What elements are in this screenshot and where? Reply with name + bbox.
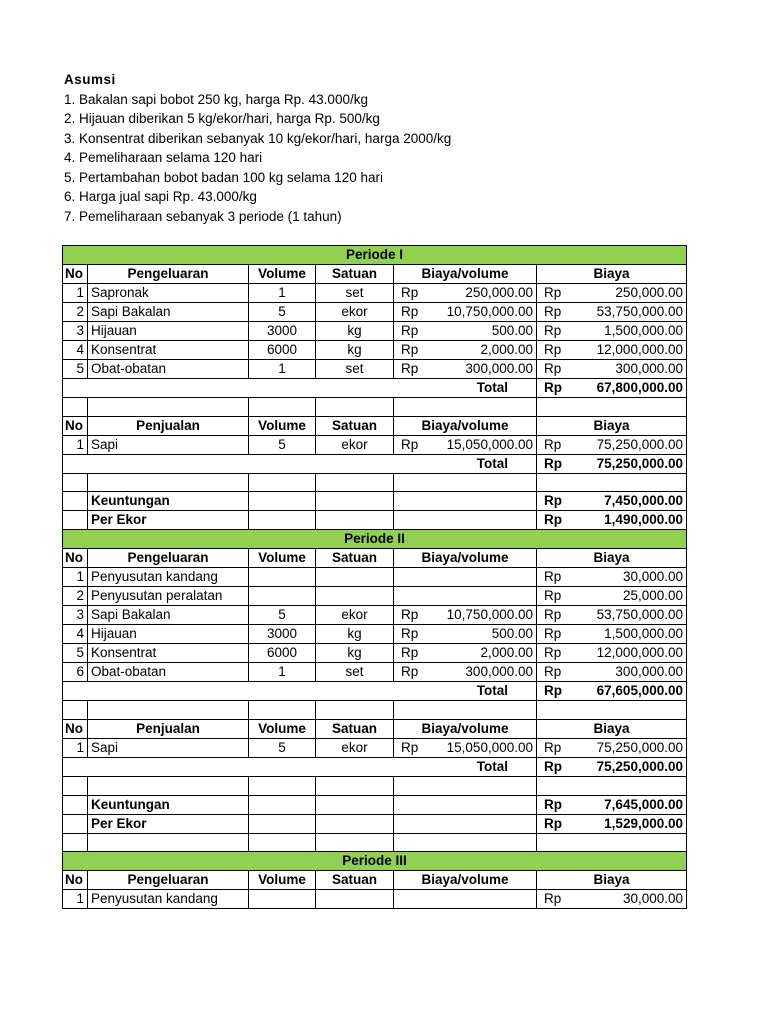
empty-row <box>63 398 687 417</box>
table-row <box>63 284 687 303</box>
cell-item: Sapi <box>88 739 249 758</box>
assumption-item: 3. Konsentrat diberikan sebanyak 10 kg/ekor/hari, harga 2000/kg <box>64 130 452 146</box>
cell-no: 4 <box>63 341 88 360</box>
cell-cost: 30,000.00 <box>577 890 687 909</box>
profit-label: Keuntungan <box>88 492 249 511</box>
cell-cost-currency: Rp <box>537 606 577 625</box>
table-row <box>63 625 687 644</box>
cell-item: Sapi <box>88 435 249 454</box>
empty-row <box>63 701 687 720</box>
cell-cost-currency: Rp <box>537 625 577 644</box>
period-title: Periode I <box>63 246 687 265</box>
sales-total-row <box>63 454 687 473</box>
empty-cell <box>394 701 537 720</box>
cell-item: Sapronak <box>88 284 249 303</box>
cell-cost-currency: Rp <box>537 303 577 322</box>
cell-unit-cost: 250,000.00 <box>434 284 537 303</box>
empty-cell <box>537 473 687 492</box>
cell-cost-currency: Rp <box>537 322 577 341</box>
empty-cell <box>394 777 537 796</box>
empty-cell <box>316 833 394 852</box>
sales-total-row <box>63 758 687 777</box>
cell-item: Penyusutan kandang <box>88 890 249 909</box>
empty-cell <box>316 814 394 833</box>
cell-no: 1 <box>63 284 88 303</box>
cell-unit <box>316 568 394 587</box>
empty-cell <box>88 833 249 852</box>
cell-unit-cost: 15,050,000.00 <box>434 435 537 454</box>
cell-no: 1 <box>63 739 88 758</box>
cell-cost-currency: Rp <box>537 587 577 606</box>
cell-cost-currency: Rp <box>537 644 577 663</box>
cell-unit-cost-empty <box>394 568 537 587</box>
expense-total-row <box>63 682 687 701</box>
cell-cost: 25,000.00 <box>577 587 687 606</box>
empty-cell <box>88 701 249 720</box>
cell-volume: 1 <box>249 360 316 379</box>
cell-unit-cost: 10,750,000.00 <box>434 303 537 322</box>
cell-unit-cost: 300,000.00 <box>434 663 537 682</box>
cell-volume: 5 <box>249 435 316 454</box>
table-row <box>63 644 687 663</box>
expense-header-row <box>63 871 687 890</box>
cell-unit: ekor <box>316 303 394 322</box>
empty-cell <box>63 795 88 814</box>
expense-total-amount: 67,605,000.00 <box>577 682 687 701</box>
cell-no: 2 <box>63 303 88 322</box>
cell-item: Hijauan <box>88 625 249 644</box>
cell-item: Penyusutan peralatan <box>88 587 249 606</box>
expense-header-row <box>63 265 687 284</box>
assumption-item: 4. Pemeliharaan selama 120 hari <box>64 150 263 165</box>
col-header-no: No <box>63 265 88 284</box>
sales-header-row <box>63 416 687 435</box>
cell-no: 4 <box>63 625 88 644</box>
cell-unit-currency: Rp <box>394 606 434 625</box>
per-head-currency: Rp <box>537 814 577 833</box>
per-head-row <box>63 814 687 833</box>
col-header-biaya-volume: Biaya/volume <box>394 720 537 739</box>
sales-total-amount: 75,250,000.00 <box>577 758 687 777</box>
col-header-pengeluaran: Pengeluaran <box>88 549 249 568</box>
empty-cell <box>316 473 394 492</box>
cell-no: 1 <box>63 568 88 587</box>
cell-cost: 300,000.00 <box>577 663 687 682</box>
cell-volume: 1 <box>249 663 316 682</box>
empty-cell <box>249 492 316 511</box>
per-head-label: Per Ekor <box>88 511 249 530</box>
col-header-volume: Volume <box>249 549 316 568</box>
per-head-amount: 1,529,000.00 <box>577 814 687 833</box>
empty-cell <box>249 398 316 417</box>
expense-header-row <box>63 549 687 568</box>
assumptions-block <box>64 70 451 226</box>
empty-cell <box>394 795 537 814</box>
table-row <box>63 739 687 758</box>
cell-no: 3 <box>63 606 88 625</box>
empty-cell <box>63 511 88 530</box>
cell-volume: 1 <box>249 284 316 303</box>
cell-volume: 3000 <box>249 625 316 644</box>
col-header-penjualan: Penjualan <box>88 720 249 739</box>
total-label: Total <box>63 379 537 398</box>
cell-volume <box>249 568 316 587</box>
cell-unit-currency: Rp <box>394 663 434 682</box>
col-header-biaya: Biaya <box>537 549 687 568</box>
empty-cell <box>537 777 687 796</box>
cell-cost: 12,000,000.00 <box>577 644 687 663</box>
col-header-biaya-volume: Biaya/volume <box>394 549 537 568</box>
empty-cell <box>394 492 537 511</box>
col-header-satuan: Satuan <box>316 549 394 568</box>
cell-no: 1 <box>63 435 88 454</box>
cell-unit-currency: Rp <box>394 739 434 758</box>
empty-cell <box>249 701 316 720</box>
table-row <box>63 587 687 606</box>
per-head-row <box>63 511 687 530</box>
table-row <box>63 435 687 454</box>
assumptions-title: Asumsi <box>64 72 116 87</box>
assumption-item: 2. Hijauan diberikan 5 kg/ekor/hari, harga Rp. 500/kg <box>64 111 380 126</box>
cell-cost: 1,500,000.00 <box>577 322 687 341</box>
cell-volume: 5 <box>249 303 316 322</box>
empty-cell <box>316 777 394 796</box>
empty-cell <box>394 511 537 530</box>
empty-cell <box>394 398 537 417</box>
cell-unit-currency: Rp <box>394 341 434 360</box>
empty-cell <box>394 833 537 852</box>
col-header-satuan: Satuan <box>316 871 394 890</box>
total-label: Total <box>63 758 537 777</box>
cell-unit: set <box>316 360 394 379</box>
table-row <box>63 606 687 625</box>
empty-cell <box>63 814 88 833</box>
cell-no: 5 <box>63 360 88 379</box>
cell-unit-cost-empty <box>394 890 537 909</box>
col-header-no: No <box>63 549 88 568</box>
empty-cell <box>249 473 316 492</box>
period-title: Periode III <box>63 852 687 871</box>
empty-cell <box>537 833 687 852</box>
col-header-biaya-volume: Biaya/volume <box>394 416 537 435</box>
col-header-biaya: Biaya <box>537 416 687 435</box>
cell-unit-currency: Rp <box>394 644 434 663</box>
col-header-volume: Volume <box>249 265 316 284</box>
per-head-currency: Rp <box>537 511 577 530</box>
cell-unit: ekor <box>316 435 394 454</box>
table-row <box>63 890 687 909</box>
period-header-row <box>63 246 687 265</box>
assumption-item: 6. Harga jual sapi Rp. 43.000/kg <box>64 189 257 204</box>
expense-total-amount: 67,800,000.00 <box>577 379 687 398</box>
col-header-no: No <box>63 720 88 739</box>
empty-cell <box>88 473 249 492</box>
cell-unit: ekor <box>316 606 394 625</box>
cell-cost-currency: Rp <box>537 284 577 303</box>
col-header-biaya: Biaya <box>537 265 687 284</box>
cell-unit: ekor <box>316 739 394 758</box>
cell-item: Penyusutan kandang <box>88 568 249 587</box>
cell-unit-currency: Rp <box>394 435 434 454</box>
table-row <box>63 322 687 341</box>
assumption-item: 7. Pemeliharaan sebanyak 3 periode (1 tahun) <box>64 208 342 224</box>
col-header-no: No <box>63 416 88 435</box>
col-header-satuan: Satuan <box>316 265 394 284</box>
cell-unit-currency: Rp <box>394 284 434 303</box>
cell-cost: 250,000.00 <box>577 284 687 303</box>
cell-unit-currency: Rp <box>394 322 434 341</box>
assumption-item: 1. Bakalan sapi bobot 250 kg, harga Rp. 43.000/kg <box>64 91 368 107</box>
profit-amount: 7,645,000.00 <box>577 795 687 814</box>
empty-cell <box>63 701 88 720</box>
empty-cell <box>316 492 394 511</box>
cell-cost: 53,750,000.00 <box>577 606 687 625</box>
cell-item: Konsentrat <box>88 341 249 360</box>
empty-cell <box>537 398 687 417</box>
cell-item: Hijauan <box>88 322 249 341</box>
cell-unit: kg <box>316 322 394 341</box>
empty-cell <box>316 701 394 720</box>
empty-cell <box>63 473 88 492</box>
cell-unit: kg <box>316 644 394 663</box>
cell-no: 3 <box>63 322 88 341</box>
profit-row <box>63 492 687 511</box>
per-head-amount: 1,490,000.00 <box>577 511 687 530</box>
empty-cell <box>394 473 537 492</box>
cell-cost: 300,000.00 <box>577 360 687 379</box>
cell-cost-currency: Rp <box>537 568 577 587</box>
col-header-biaya: Biaya <box>537 720 687 739</box>
profit-currency: Rp <box>537 492 577 511</box>
cell-cost: 1,500,000.00 <box>577 625 687 644</box>
empty-cell <box>249 777 316 796</box>
empty-cell <box>394 814 537 833</box>
cell-unit-cost: 500.00 <box>434 322 537 341</box>
profit-amount: 7,450,000.00 <box>577 492 687 511</box>
profit-label: Keuntungan <box>88 795 249 814</box>
expense-total-row <box>63 379 687 398</box>
cost-table <box>62 245 687 909</box>
cell-no: 1 <box>63 890 88 909</box>
cell-unit-cost: 10,750,000.00 <box>434 606 537 625</box>
cell-volume: 6000 <box>249 341 316 360</box>
cell-unit-cost: 500.00 <box>434 625 537 644</box>
cell-volume <box>249 890 316 909</box>
cell-volume: 5 <box>249 739 316 758</box>
period-title: Periode II <box>63 530 687 549</box>
table-row <box>63 341 687 360</box>
cell-cost: 75,250,000.00 <box>577 435 687 454</box>
table-row <box>63 360 687 379</box>
cell-cost: 53,750,000.00 <box>577 303 687 322</box>
sales-total-amount: 75,250,000.00 <box>577 454 687 473</box>
assumption-item: 5. Pertambahan bobot badan 100 kg selama 120 hari <box>64 169 383 185</box>
cell-cost-currency: Rp <box>537 663 577 682</box>
total-label: Total <box>63 454 537 473</box>
total-currency: Rp <box>537 682 577 701</box>
cell-volume <box>249 587 316 606</box>
empty-cell <box>63 492 88 511</box>
cell-unit: set <box>316 663 394 682</box>
cell-cost: 75,250,000.00 <box>577 739 687 758</box>
cell-item: Obat-obatan <box>88 360 249 379</box>
empty-cell <box>63 833 88 852</box>
cell-unit-cost-empty <box>394 587 537 606</box>
col-header-pengeluaran: Pengeluaran <box>88 871 249 890</box>
col-header-satuan: Satuan <box>316 416 394 435</box>
col-header-no: No <box>63 871 88 890</box>
cell-no: 5 <box>63 644 88 663</box>
total-currency: Rp <box>537 454 577 473</box>
cell-unit <box>316 587 394 606</box>
cell-item: Konsentrat <box>88 644 249 663</box>
empty-cell <box>63 777 88 796</box>
cell-cost-currency: Rp <box>537 360 577 379</box>
profit-row <box>63 795 687 814</box>
cell-item: Sapi Bakalan <box>88 606 249 625</box>
per-head-label: Per Ekor <box>88 814 249 833</box>
empty-cell <box>316 398 394 417</box>
table-row <box>63 303 687 322</box>
col-header-biaya-volume: Biaya/volume <box>394 871 537 890</box>
cell-unit-cost: 2,000.00 <box>434 644 537 663</box>
cell-volume: 3000 <box>249 322 316 341</box>
cell-no: 6 <box>63 663 88 682</box>
cell-unit-currency: Rp <box>394 360 434 379</box>
cell-cost: 12,000,000.00 <box>577 341 687 360</box>
period-header-row <box>63 530 687 549</box>
empty-row <box>63 473 687 492</box>
table-row <box>63 568 687 587</box>
total-currency: Rp <box>537 758 577 777</box>
col-header-biaya: Biaya <box>537 871 687 890</box>
empty-cell <box>316 511 394 530</box>
col-header-volume: Volume <box>249 416 316 435</box>
empty-cell <box>63 398 88 417</box>
cell-no: 2 <box>63 587 88 606</box>
empty-cell <box>249 814 316 833</box>
empty-row <box>63 833 687 852</box>
sales-header-row <box>63 720 687 739</box>
empty-row <box>63 777 687 796</box>
empty-cell <box>249 511 316 530</box>
period-header-row <box>63 852 687 871</box>
col-header-pengeluaran: Pengeluaran <box>88 265 249 284</box>
cell-unit <box>316 890 394 909</box>
empty-cell <box>249 795 316 814</box>
cell-cost-currency: Rp <box>537 435 577 454</box>
table-row <box>63 663 687 682</box>
col-header-penjualan: Penjualan <box>88 416 249 435</box>
cell-unit-cost: 2,000.00 <box>434 341 537 360</box>
empty-cell <box>88 398 249 417</box>
cell-item: Sapi Bakalan <box>88 303 249 322</box>
cell-cost-currency: Rp <box>537 341 577 360</box>
col-header-satuan: Satuan <box>316 720 394 739</box>
cell-cost-currency: Rp <box>537 739 577 758</box>
empty-cell <box>316 795 394 814</box>
cell-unit-currency: Rp <box>394 625 434 644</box>
cell-unit-cost: 300,000.00 <box>434 360 537 379</box>
total-label: Total <box>63 682 537 701</box>
col-header-volume: Volume <box>249 871 316 890</box>
cell-unit-cost: 15,050,000.00 <box>434 739 537 758</box>
cell-unit: kg <box>316 341 394 360</box>
cell-volume: 6000 <box>249 644 316 663</box>
cell-cost: 30,000.00 <box>577 568 687 587</box>
col-header-biaya-volume: Biaya/volume <box>394 265 537 284</box>
col-header-volume: Volume <box>249 720 316 739</box>
cell-item: Obat-obatan <box>88 663 249 682</box>
cell-volume: 5 <box>249 606 316 625</box>
cell-cost-currency: Rp <box>537 890 577 909</box>
profit-currency: Rp <box>537 795 577 814</box>
empty-cell <box>249 833 316 852</box>
cell-unit-currency: Rp <box>394 303 434 322</box>
total-currency: Rp <box>537 379 577 398</box>
cell-unit: kg <box>316 625 394 644</box>
empty-cell <box>537 701 687 720</box>
empty-cell <box>88 777 249 796</box>
cell-unit: set <box>316 284 394 303</box>
